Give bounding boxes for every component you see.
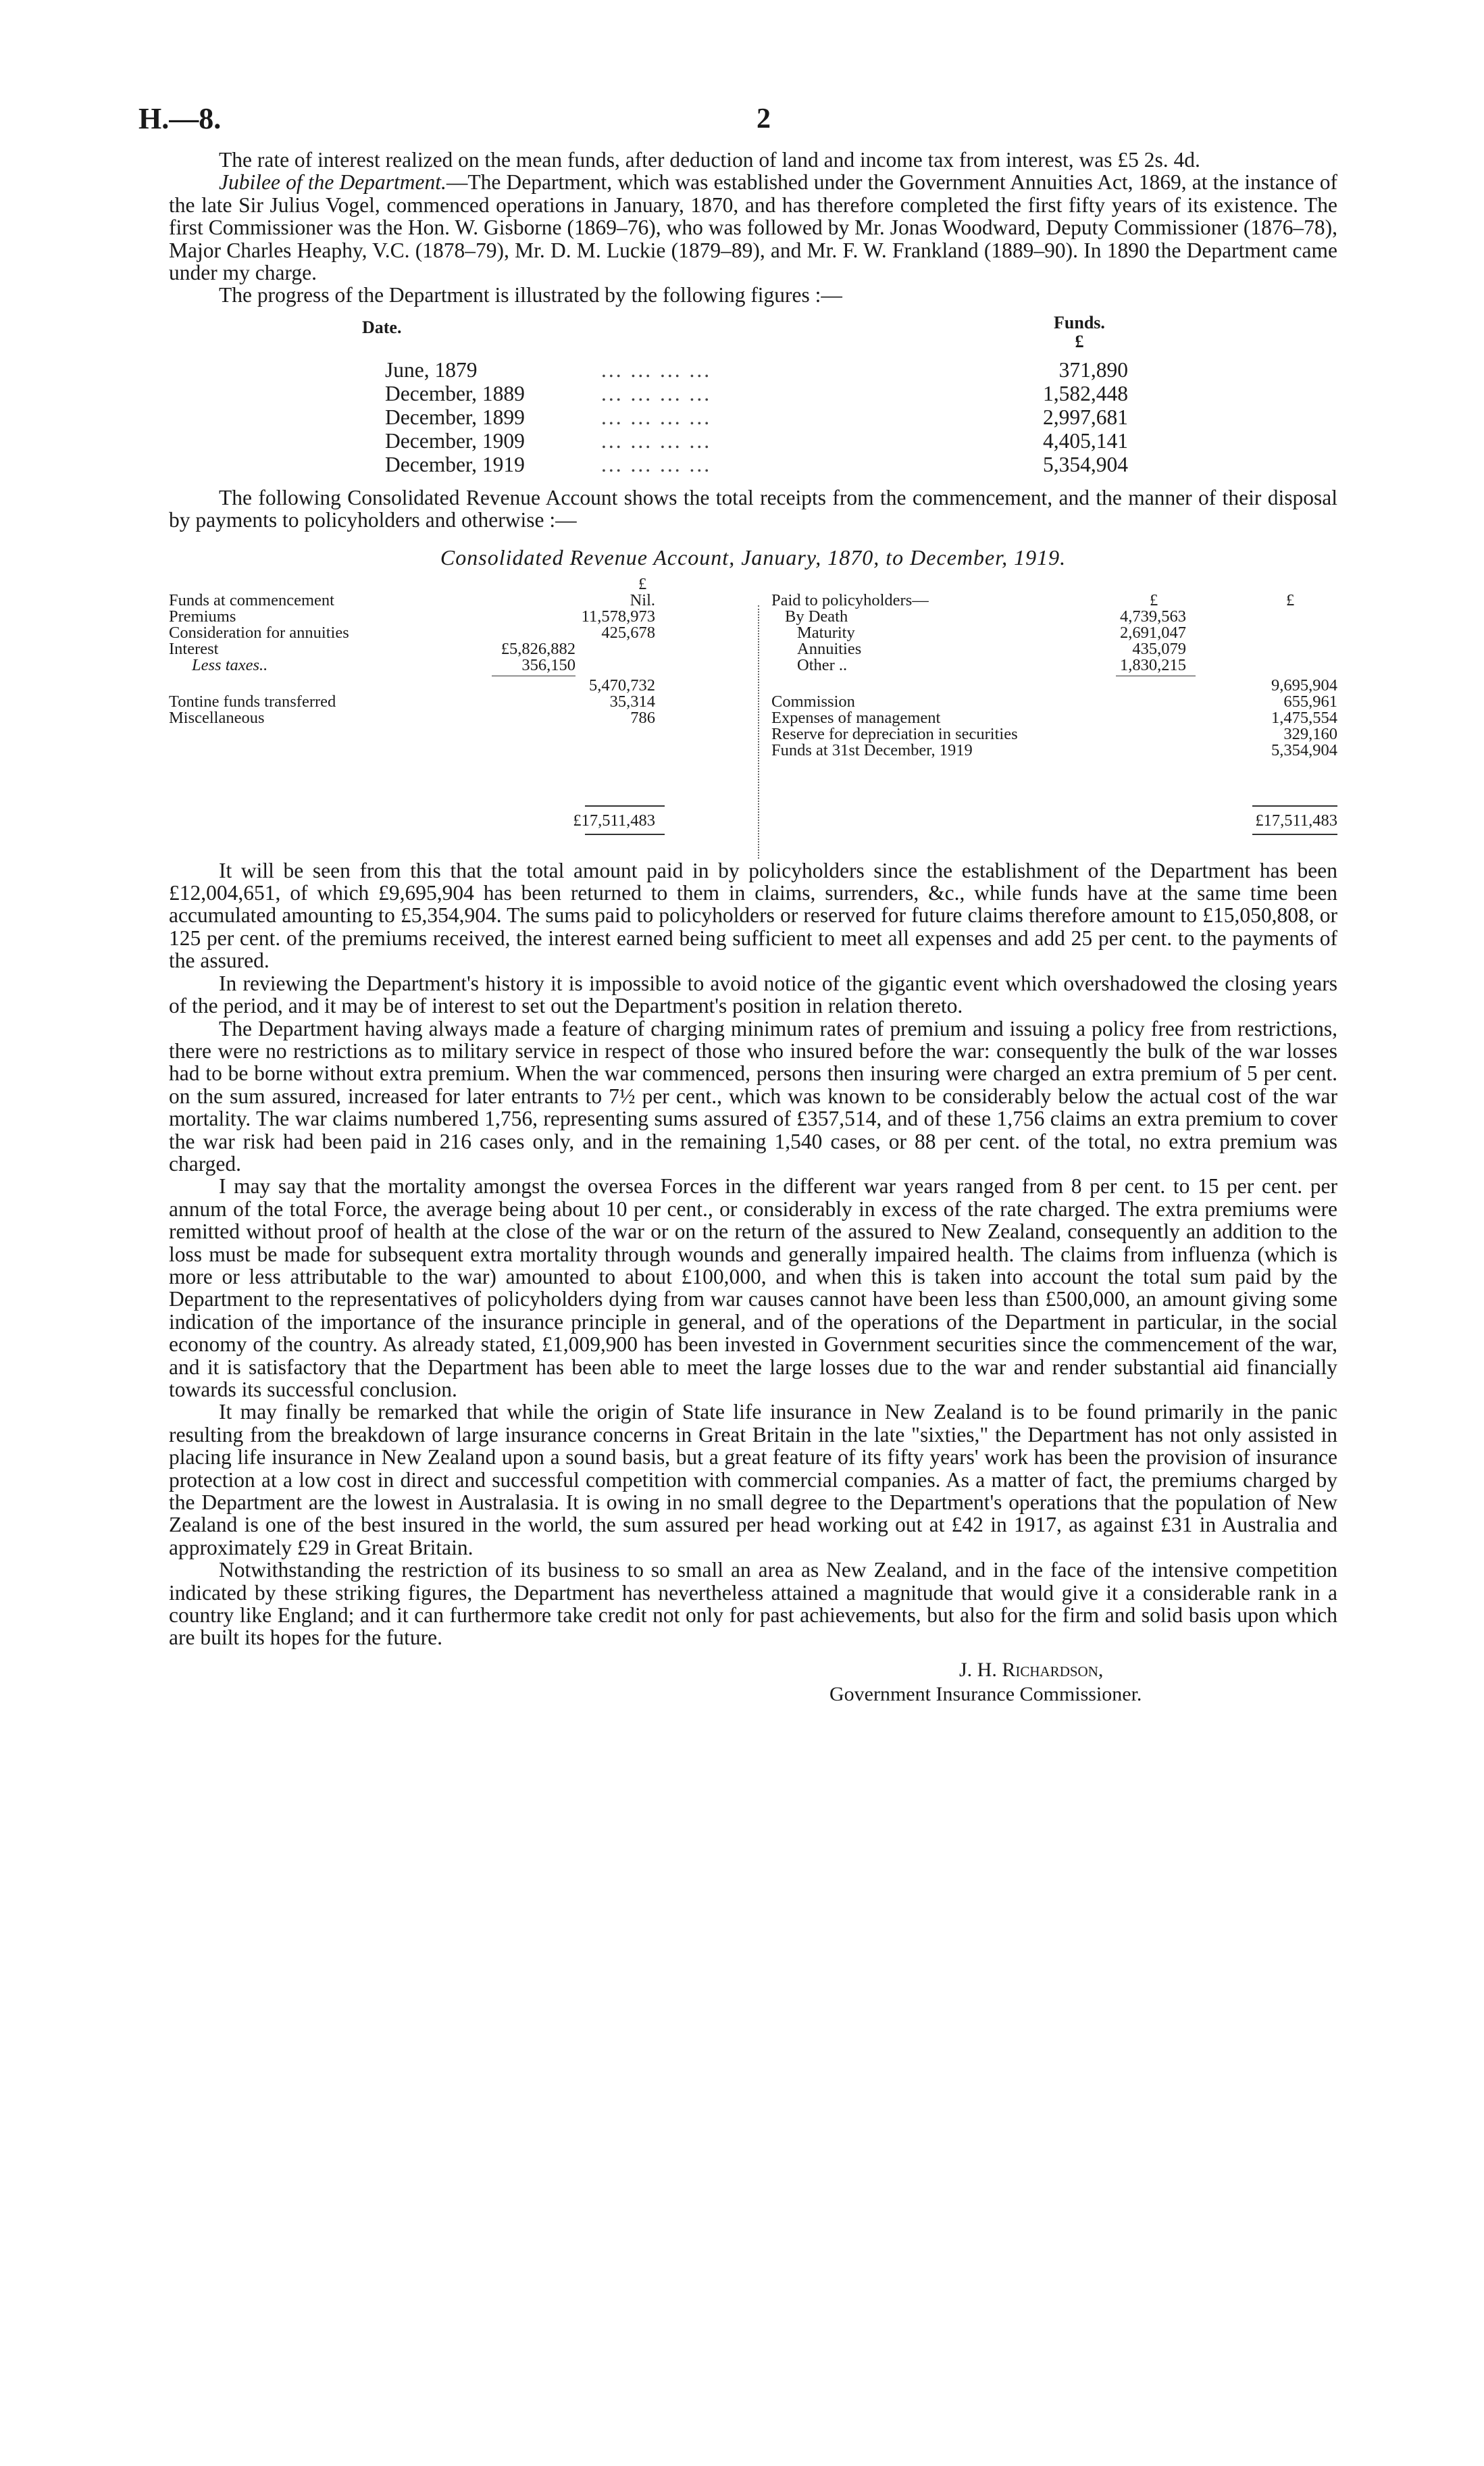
progress-row: [385, 358, 1128, 380]
acc-value: 11,578,973: [581, 607, 655, 626]
progress-col-funds-label: Funds.: [1054, 312, 1105, 332]
progress-funds: 371,890: [1058, 357, 1128, 382]
acc-label: Reserve for depreciation in securities: [771, 724, 1018, 743]
leader-dots: ... ... ... ...: [601, 428, 712, 453]
paragraph-account-intro: The following Consolidated Revenue Account shows the total receipts from the commencement, and the manner of their disposal by payments to policyholders and otherwise :—: [169, 485, 1337, 532]
progress-date: December, 1899: [385, 405, 525, 429]
total-double-rule: [585, 834, 665, 835]
acc-label: Miscellaneous: [169, 708, 265, 727]
acc-label: Less taxes..: [192, 655, 268, 674]
signatory-name: J. H. Richardson,: [959, 1658, 1104, 1681]
progress-funds: 2,997,681: [1043, 405, 1128, 429]
progress-col-funds: [1046, 313, 1113, 351]
acc-value: 5,470,732: [589, 676, 655, 695]
progress-col-date: Date.: [362, 317, 402, 337]
acc-value: 329,160: [1283, 724, 1337, 743]
acc-value: 1,830,215: [1120, 655, 1186, 674]
page-number: 2: [757, 103, 771, 134]
right-total: £17,511,483: [1255, 811, 1337, 830]
total-rule: [585, 805, 665, 807]
acc-label: Annuities: [797, 639, 862, 658]
paragraph-history: In reviewing the Department's history it is impossible to avoid notice of the gigantic event which overshadowed the closing years of the period, and it may be of interest to set out the Department's position in relation thereto.: [169, 971, 1337, 1018]
paragraph-jubilee: [169, 171, 1337, 284]
progress-col-funds-unit: £: [1075, 331, 1084, 351]
progress-date: December, 1919: [385, 452, 525, 476]
acc-value: 356,150: [521, 655, 575, 674]
acc-value: 5,354,904: [1271, 740, 1337, 759]
acc-value: 435,079: [1132, 639, 1186, 658]
progress-date: December, 1889: [385, 381, 525, 405]
jubilee-heading: Jubilee of the Department.: [219, 170, 446, 195]
paragraph-interest-rate: The rate of interest realized on the mean funds, after deduction of land and income tax from interest, was £5 2s. 4d.: [219, 148, 1200, 172]
leader-dots: ... ... ... ...: [601, 452, 712, 476]
progress-row: [385, 382, 1128, 404]
acc-label: Other ..: [797, 655, 848, 674]
total-double-rule: [1252, 834, 1337, 835]
acc-label: Funds at commencement: [169, 590, 334, 609]
acc-value: 35,314: [609, 692, 655, 711]
acc-value: 425,678: [601, 623, 655, 642]
acc-value: 9,695,904: [1271, 676, 1337, 695]
progress-date: December, 1909: [385, 428, 525, 453]
right-pound-sign: £: [1150, 590, 1158, 609]
right-pound-sign: £: [1286, 590, 1295, 609]
acc-value: 655,961: [1283, 692, 1337, 711]
progress-row: [385, 453, 1128, 475]
leader-dots: ... ... ... ...: [601, 405, 712, 429]
leader-dots: ... ... ... ...: [601, 381, 712, 405]
acc-value: 1,475,554: [1271, 708, 1337, 727]
paragraph-mortality: I may say that the mortality amongst the oversea Forces in the different war years ranged from 8 per cent. to 15 per cent. per annum of the total Force, the average being about 10 per cent., or considerably in excess of the rate charged. The extra premiums were remitted without proof of health at the close of the war or on the return of the assured to New Zealand, consequently an addition to the loss must be made for subsequent extra mortality through wounds and generally impaired health. The claims from influenza (which is more or less attributable to the war) amounted to about £100,000, and when this is taken into account the total sum paid by the Department to the representatives of policyholders dying from war causes cannot have been less than £500,000, an amount giving some indication of the importance of the insurance principle in general, and of the operations of the Department in particular, in the social economy of the country. As already stated, £1,009,900 has been invested in Government securities since the commencement of the war, and it is satisfactory that the Department has been able to meet the large losses due to the war and render substantial aid financially towards its successful conclusion.: [169, 1174, 1337, 1401]
progress-row: [385, 405, 1128, 428]
acc-value: 2,691,047: [1120, 623, 1186, 642]
acc-value: 4,739,563: [1120, 607, 1186, 626]
revenue-account: [169, 576, 1337, 859]
left-total: £17,511,483: [573, 811, 655, 830]
acc-label: By Death: [785, 607, 848, 626]
page-header: [138, 88, 1337, 149]
acc-label: Expenses of management: [771, 708, 941, 727]
progress-row: [385, 429, 1128, 451]
acc-value: 786: [630, 708, 655, 727]
document-code: H.—8.: [138, 102, 222, 135]
account-title: Consolidated Revenue Account, January, 1870, to December, 1919.: [440, 545, 1067, 570]
progress-table: [169, 312, 1337, 486]
progress-funds: 1,582,448: [1043, 381, 1128, 405]
signatory-title: Government Insurance Commissioner.: [829, 1682, 1142, 1705]
acc-label: Consideration for annuities: [169, 623, 349, 642]
progress-funds: 5,354,904: [1043, 452, 1128, 476]
paragraph-conclusion: Notwithstanding the restriction of its business to so small an area as New Zealand, and in the face of the intensive competition indicated by these striking figures, the Department has nevertheless attained a magnitude that would give it a considerable rank in a country like England; and it can furthermore take credit not only for past achievements, but also for the firm and solid basis upon which are built its hopes for the future.: [169, 1558, 1337, 1650]
paragraph-progress-intro: The progress of the Department is illustrated by the following figures :—: [219, 283, 842, 307]
account-divider: [758, 605, 761, 859]
paragraph-origin: It may finally be remarked that while the origin of State life insurance in New Zealand is to be found primarily in the panic resulting from the breakdown of large insurance concerns in Great Britain in the late "sixties," the Department has not only assisted in placing life insurance in New Zealand upon a sound basis, but a great feature of its fifty years' work has been the provision of insurance protection at a low cost in direct and successful competition with commercial companies. As a matter of fact, the premiums charged by the Department are the lowest in Australasia. It is owing in no small degree to the Department's operations that the population of New Zealand is one of the best insured in the world, the sum assured per head working out at £42 in 1917, as against £31 in Australia and approximately £29 in Great Britain.: [169, 1400, 1337, 1559]
acc-label: Funds at 31st December, 1919: [771, 740, 973, 759]
document-page: [138, 88, 1337, 1710]
signature-block: [169, 1649, 1337, 1710]
acc-value: £5,826,882: [501, 639, 575, 658]
acc-label: Maturity: [797, 623, 855, 642]
acc-label: Commission: [771, 692, 855, 711]
progress-funds: 4,405,141: [1043, 428, 1128, 453]
progress-date: June, 1879: [385, 357, 478, 382]
jubilee-body: —The Department, which was established under the Government Annuities Act, 1869, at the instance of the late Sir Julius Vogel, commenced operations in January, 1870, and has therefore completed the first fifty years of its existence. The first Commissioner was the Hon. W. Gisborne (1869–76), who was followed by Mr. Jonas Woodward, Deputy Commissioner (1876–78), Major Charles Heaphy, V.C. (1878–79), Mr. D. M. Luckie (1879–89), and Mr. F. W. Frankland (1889–90). In 1890 the Department came under my charge.: [169, 170, 1337, 285]
acc-label: Interest: [169, 639, 219, 658]
acc-value: Nil.: [630, 590, 655, 609]
total-rule: [1252, 805, 1337, 807]
acc-label: Premiums: [169, 607, 236, 626]
left-pound-sign: £: [638, 574, 647, 593]
paragraph-summary: It will be seen from this that the total amount paid in by policyholders since the establishment of the Department has been £12,004,651, of which £9,695,904 has been returned to them in claims, surrenders, &c., while funds have at the same time been accumulated amounting to £5,354,904. The sums paid to policyholders or reserved for future claims therefore amount to £15,050,808, or 125 per cent. of the premiums received, the interest earned being sufficient to meet all expenses and add 25 per cent. to the payments of the assured.: [169, 858, 1337, 973]
acc-label: Paid to policyholders—: [771, 590, 929, 609]
acc-label: Tontine funds transferred: [169, 692, 336, 711]
leader-dots: ... ... ... ...: [601, 357, 712, 382]
paragraph-war-claims: The Department having always made a feature of charging minimum rates of premium and issuing a policy free from restrictions, there were no restrictions as to military service in respect of those who insured before the war: consequently the bulk of the war losses had to be borne without extra premium. When the war commenced, persons then insuring were charged an extra premium of 5 per cent. on the sum assured, increased for later entrants to 7½ per cent., which was known to be considerably below the actual cost of the war mortality. The war claims numbered 1,756, representing sums assured of £357,514, and of these 1,756 claims an extra premium to cover the war risk had been paid in 216 cases only, and in the remaining 1,540 cases, or 88 per cent. of the total, no extra premium was charged.: [169, 1016, 1337, 1176]
